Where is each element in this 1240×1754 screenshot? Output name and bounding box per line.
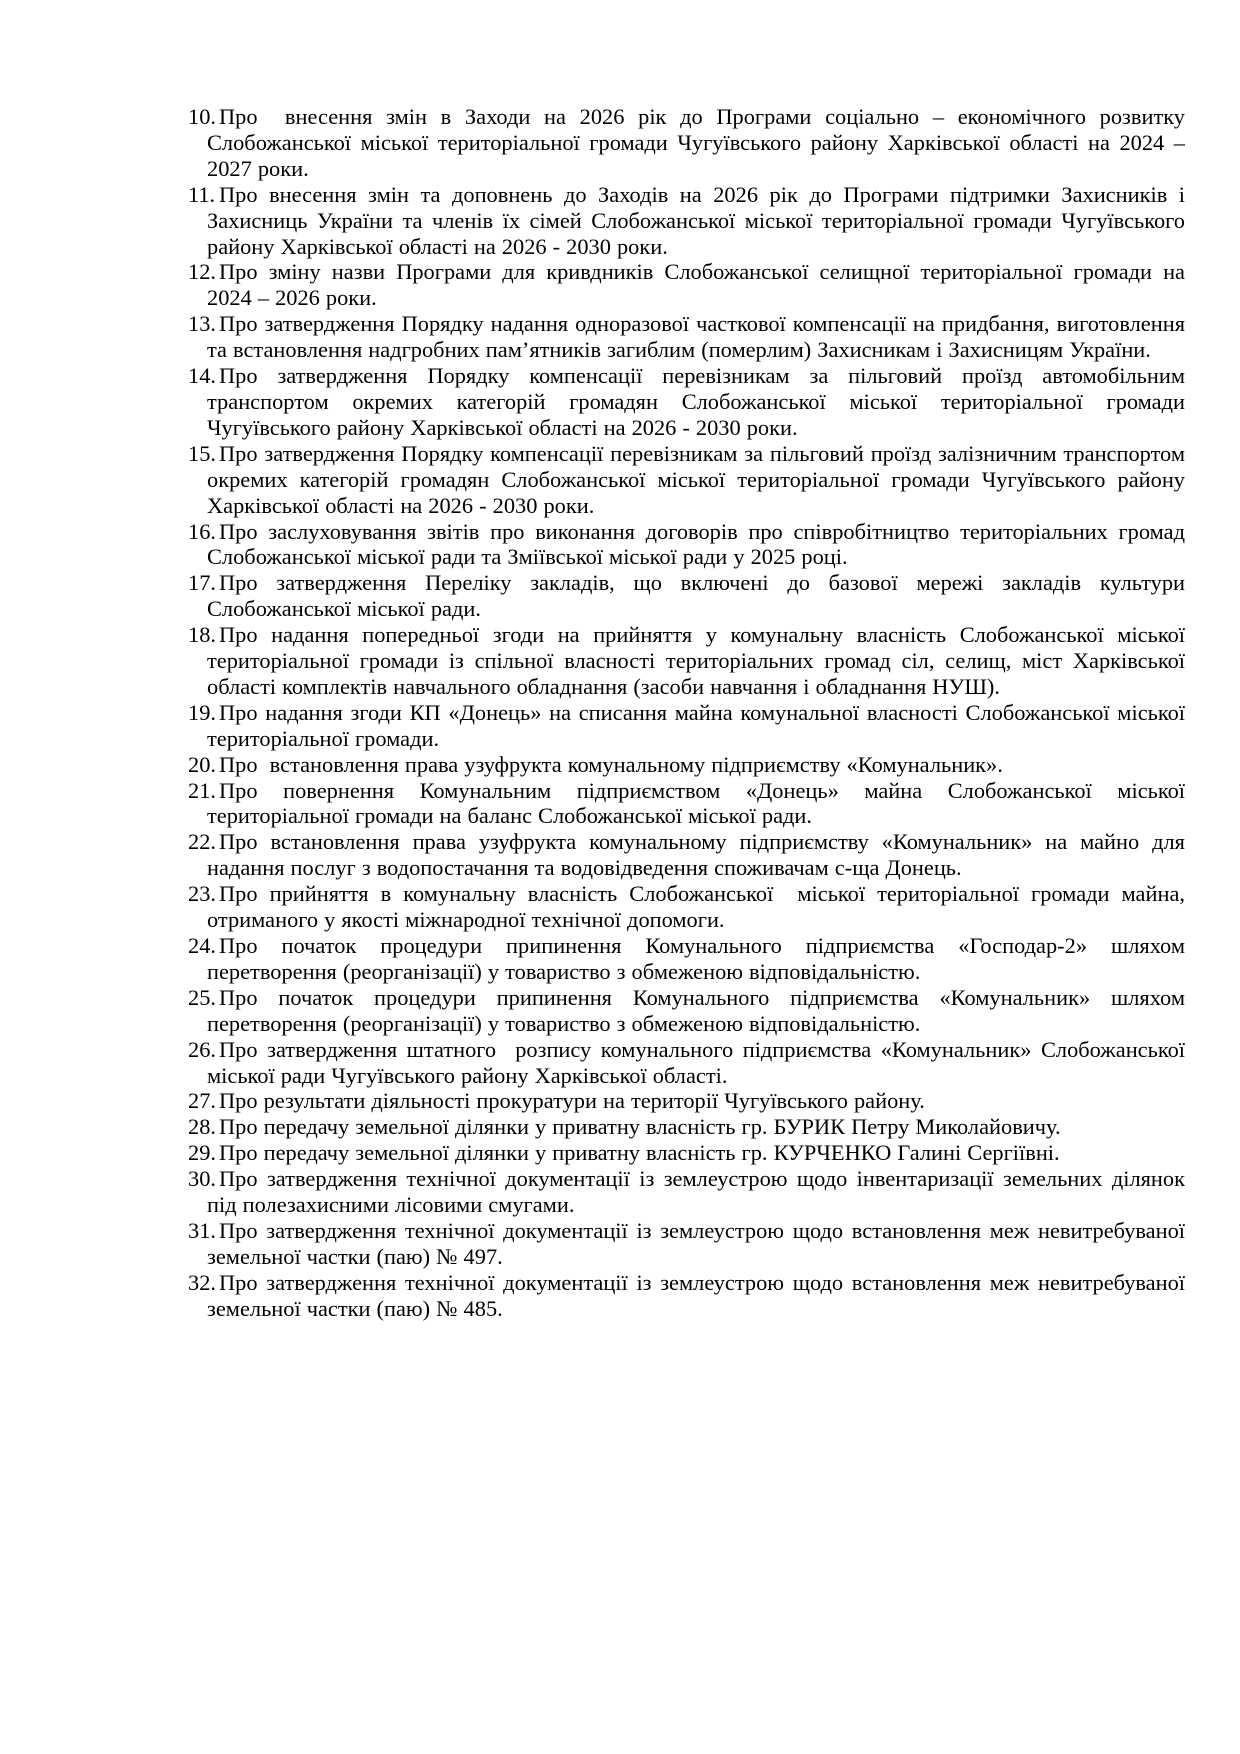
agenda-item (188, 1114, 1185, 1140)
item-text: Про затвердження технічної документації із землеустрою щодо встановлення меж невитребуваної земельної частки (паю) № 497. (207, 1217, 1185, 1269)
agenda-item (188, 933, 1185, 985)
item-number: 16. (188, 518, 216, 544)
item-text: Про встановлення права узуфрукта комунальному підприємству «Комунальник» на майно для надання послуг з водопостачання та водовідведення споживачам с-ща Донець. (207, 829, 1185, 881)
agenda-item (188, 311, 1185, 363)
agenda-item (188, 985, 1185, 1037)
agenda-item (188, 441, 1185, 519)
agenda-item (188, 622, 1185, 700)
item-number: 27. (188, 1088, 216, 1114)
item-number: 18. (188, 622, 216, 648)
item-text: Про встановлення права узуфрукта комунальному підприємству «Комунальник». (219, 751, 1003, 777)
item-number: 22. (188, 829, 216, 855)
item-number: 24. (188, 933, 216, 958)
item-text: Про результати діяльності прокуратури на території Чугуївського району. (219, 1088, 925, 1114)
item-text: Про повернення Комунальним підприємством «Донець» майна Слобожанської міської територіальної громади на баланс Слобожанської міської ради. (207, 777, 1185, 829)
agenda-item (188, 829, 1185, 881)
agenda-item (188, 1088, 1185, 1114)
item-number: 28. (188, 1114, 216, 1140)
item-text: Про надання згоди КП «Донець» на списання майна комунальної власності Слобожанської міської територіальної громади. (207, 699, 1185, 751)
agenda-item (188, 1037, 1185, 1089)
item-text: Про заслуховування звітів про виконання договорів про співробітництво територіальних громад Слобожанської міської ради та Зміївської міської ради у 2025 році. (207, 518, 1185, 570)
item-number: 32. (188, 1269, 216, 1295)
item-number: 31. (188, 1217, 216, 1243)
item-text: Про затвердження технічної документації із землеустрою щодо встановлення меж невитребуваної земельної частки (паю) № 485. (207, 1269, 1185, 1321)
item-number: 14. (188, 363, 216, 389)
item-number: 20. (188, 751, 216, 777)
agenda-item (188, 519, 1185, 571)
item-number: 26. (188, 1036, 216, 1062)
item-text: Про затвердження Порядку надання одноразової часткової компенсації на придбання, виготовлення та встановлення надгробних пам’ятників загиблим (померлим) Захисникам і Захисницям України. (207, 311, 1185, 363)
item-text: Про прийняття в комунальну власність Слобожанської міської територіальної громади майна, отриманого у якості міжнародної технічної допомоги. (207, 881, 1185, 933)
item-text: Про передачу земельної ділянки у приватну власність гр. БУРИК Петру Миколайовичу. (219, 1114, 1061, 1140)
item-number: 23. (188, 881, 216, 907)
item-text: Про затвердження Порядку компенсації перевізникам за пільговий проїзд залізничним транспортом окремих категорій громадян Слобожанської міської територіальної громади Чугуївського району Харківської області на 2026 - 2030 роки. (207, 440, 1185, 518)
item-text: Про затвердження Порядку компенсації перевізникам за пільговий проїзд автомобільним транспортом окремих категорій громадян Слобожанської міської територіальної громади Чугуївського району Харківської області на 2026 - 2030 роки. (207, 363, 1185, 440)
item-text: Про надання попередньої згоди на прийняття у комунальну власність Слобожанської міської територіальної громади із спільної власності територіальних громад сіл, селищ, міст Харківської області комплектів навчального обладнання (засоби навчання і обладнання НУШ). (207, 622, 1185, 699)
agenda-item (188, 1166, 1185, 1218)
item-text: Про затвердження штатного розпису комунального підприємства «Комунальник» Слобожанської міської ради Чугуївського району Харківської області. (207, 1036, 1185, 1088)
item-number: 11. (188, 181, 216, 207)
item-text: Про передачу земельної ділянки у приватну власність гр. КУРЧЕНКО Галині Сергіївні. (219, 1140, 1060, 1166)
agenda-item (188, 700, 1185, 752)
item-number: 19. (188, 699, 216, 725)
item-text: Про затвердження технічної документації із землеустрою щодо інвентаризації земельних ділянок під полезахисними лісовими смугами. (207, 1166, 1185, 1218)
item-text: Про внесення змін та доповнень до Заходів на 2026 рік до Програми підтримки Захисників і Захисниць України та членів їх сімей Слобожанської міської територіальної громади Чугуївського району Харківської області на 2026 - 2030 роки. (207, 181, 1185, 259)
item-text: Про зміну назви Програми для кривдників Слобожанської селищної територіальної громади на 2024 – 2026 роки. (207, 259, 1185, 311)
item-number: 13. (188, 311, 216, 337)
item-number: 30. (188, 1166, 216, 1192)
item-text: Про початок процедури припинення Комунального підприємства «Комунальник» шляхом перетворення (реорганізації) у товариство з обмеженою відповідальністю. (207, 984, 1185, 1036)
agenda-item (188, 570, 1185, 622)
agenda-item (188, 104, 1185, 182)
agenda-item (188, 259, 1185, 311)
item-text: Про початок процедури припинення Комунального підприємства «Господар-2» шляхом перетворення (реорганізації) у товариство з обмеженою відповідальністю. (207, 933, 1185, 984)
agenda-item (188, 752, 1185, 778)
item-number: 12. (188, 259, 216, 285)
item-number: 29. (188, 1140, 216, 1166)
item-text: Про внесення змін в Заходи на 2026 рік до Програми соціально – економічного розвитку Слобожанської міської територіальної громади Чугуївського району Харківської області на 2024 – 2027 роки. (207, 104, 1185, 181)
item-number: 21. (188, 777, 216, 803)
agenda-item (188, 1270, 1185, 1322)
agenda-item (188, 1218, 1185, 1270)
item-text: Про затвердження Переліку закладів, що включені до базової мережі закладів культури Слобожанської міської ради. (207, 570, 1185, 622)
agenda-item (188, 881, 1185, 933)
agenda-item (188, 778, 1185, 830)
item-number: 25. (188, 984, 216, 1010)
agenda-item (188, 1140, 1185, 1166)
item-number: 10. (188, 104, 216, 129)
agenda-item (188, 363, 1185, 441)
item-number: 15. (188, 440, 216, 466)
agenda-item (188, 182, 1185, 260)
item-number: 17. (188, 570, 216, 596)
